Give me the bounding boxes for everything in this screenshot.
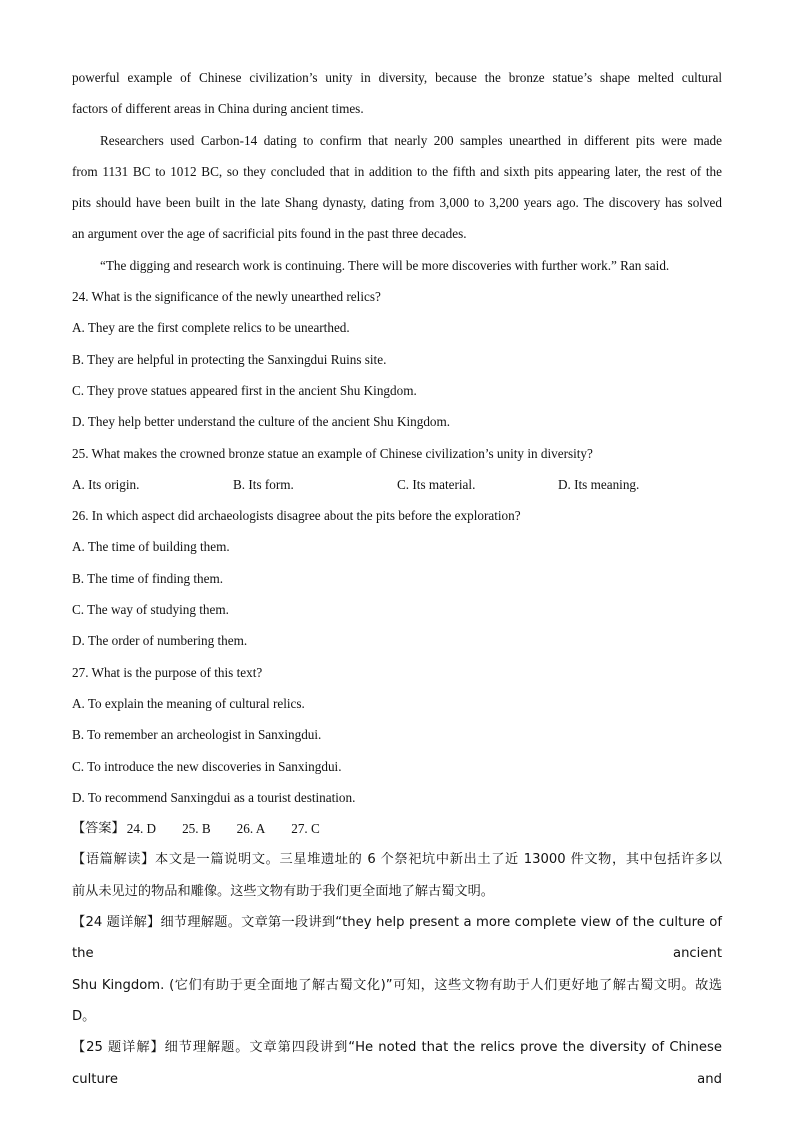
answer-key — [72, 813, 722, 844]
question-27-option-a: A. To explain the meaning of cultural relics. — [72, 695, 305, 711]
question-26-option-a: A. The time of building them. — [72, 539, 230, 555]
question-24-option-b: B. They are helpful in protecting the Sanxingdui Ruins site. — [72, 351, 387, 367]
question-27-option-c: C. To introduce the new discoveries in Sanxingdui. — [72, 758, 342, 774]
question-25-option-d: D. Its meaning. — [558, 476, 640, 492]
passage-p2-line1: Researchers used Carbon-14 dating to confirm that nearly 200 samples unearthed in different pits were made — [100, 132, 722, 148]
passage-p1-line2: factors of different areas in China during ancient times. — [72, 101, 364, 117]
analysis-overview-line1: 【语篇解读】本文是一篇说明文。三星堆遗址的 6 个祭祀坑中新出土了近 13000 件文物，其中包括许多以 — [72, 852, 722, 868]
analysis-overview-line2: 前从未见过的物品和雕像。这些文物有助于我们更全面地了解古蜀文明。 — [72, 883, 494, 899]
question-26-option-d: D. The order of numbering them. — [72, 633, 248, 649]
answer-label: 【答案】 — [72, 821, 125, 837]
question-24-option-d: D. They help better understand the culture of the ancient Shu Kingdom. — [72, 414, 451, 430]
question-24-stem: 24. What is the significance of the newly unearthed relics? — [72, 289, 381, 305]
question-27-stem: 27. What is the purpose of this text? — [72, 664, 263, 680]
question-25-stem: 25. What makes the crowned bronze statue an example of Chinese civilization’s unity in diversity? — [72, 445, 593, 461]
question-25-options — [72, 469, 722, 500]
answer-27: 27. C — [291, 821, 320, 837]
question-25-option-a: A. Its origin. — [72, 476, 140, 492]
passage-p1-line1: powerful example of Chinese civilization’s unity in diversity, because the bronze statue’s shape melted cultural — [72, 70, 722, 85]
question-27-option-b: B. To remember an archeologist in Sanxingdui. — [72, 727, 322, 743]
question-24-option-c: C. They prove statues appeared first in the ancient Shu Kingdom. — [72, 382, 417, 398]
question-25-option-b: B. Its form. — [233, 476, 294, 492]
answer-26: 26. A — [236, 821, 266, 837]
document-page — [72, 62, 722, 1095]
question-26-option-c: C. The way of studying them. — [72, 602, 229, 618]
question-24-option-a: A. They are the first complete relics to be unearthed. — [72, 320, 350, 336]
question-27-option-d: D. To recommend Sanxingdui as a tourist destination. — [72, 789, 356, 805]
analysis-q24-line1: 【24 题详解】细节理解题。文章第一段讲到“they help present a more complete view of the culture of the ancient — [72, 915, 722, 962]
passage-p3-line1: “The digging and research work is continuing. There will be more discoveries with further work.” Ran said. — [100, 257, 670, 273]
question-26-option-b: B. The time of finding them. — [72, 570, 224, 586]
answer-25: 25. B — [182, 821, 211, 837]
passage-p2-line2: from 1131 BC to 1012 BC, so they concluded that in addition to the fifth and sixth pits appearing later, the rest of the — [72, 163, 722, 179]
analysis-q24-line3: D。 — [72, 1008, 96, 1024]
passage-p2-line3: pits should have been built in the late Shang dynasty, dating from 3,000 to 3,200 years ago. The discovery has solved — [72, 195, 722, 211]
question-26-stem: 26. In which aspect did archaeologists disagree about the pits before the exploration? — [72, 508, 521, 524]
question-25-option-c: C. Its material. — [397, 476, 476, 492]
passage-p2-line4: an argument over the age of sacrificial pits found in the past three decades. — [72, 226, 467, 242]
analysis-q25-line1: 【25 题详解】细节理解题。文章第四段讲到“He noted that the relics prove the diversity of Chinese culture and — [72, 1040, 722, 1087]
answer-24: 24. D — [126, 821, 157, 837]
analysis-q24-line2: Shu Kingdom. (它们有助于更全面地了解古蜀文化)”可知，这些文物有助于人们更好地了解古蜀文明。故选 — [72, 977, 722, 993]
